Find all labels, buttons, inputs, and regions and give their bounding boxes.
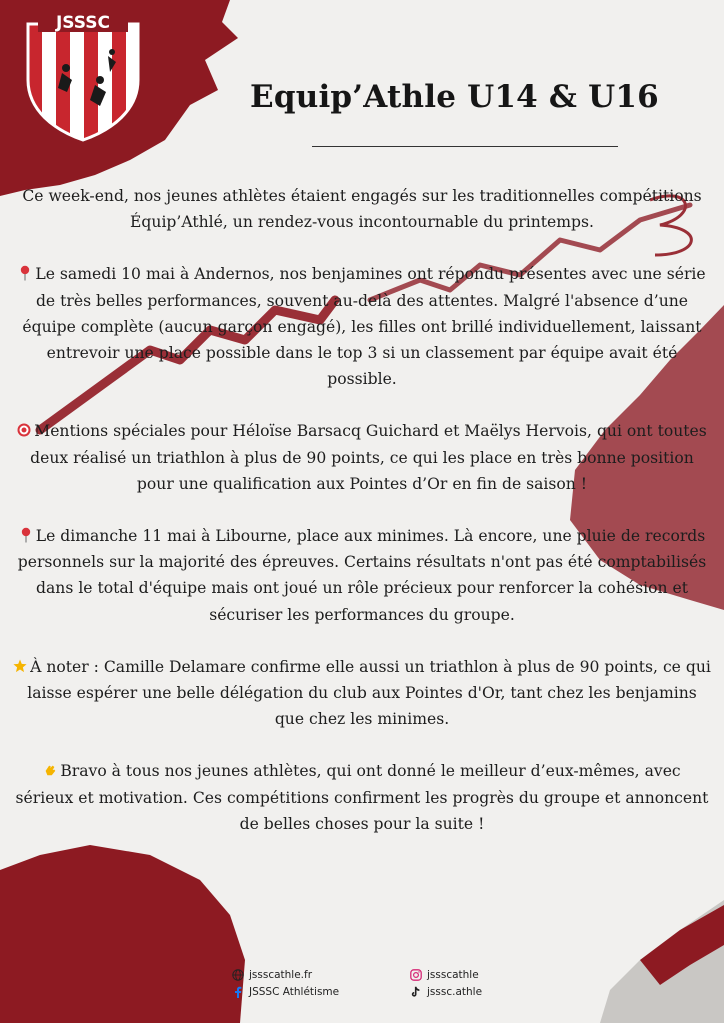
- article-body: [12, 183, 712, 863]
- instagram-icon: [410, 969, 422, 981]
- mentions-text: Mentions spéciales pour Héloïse Barsacq Guichard et Maëlys Hervois, qui ont toutes deux réalisé un triathlon à plus de 90 points, ce qui les place en très bonne position pour une qualification aux Pointes d’Or en fin de saison !: [30, 422, 707, 493]
- pin-icon: [18, 265, 32, 281]
- note-text: À noter : Camille Delamare confirme elle aussi un triathlon à plus de 90 points, ce qui laisse espérer une belle délégation du club aux Pointes d'Or, tant chez les benjamins que chez les minimes.: [27, 657, 711, 729]
- website-text: jssscathle.fr: [249, 968, 313, 981]
- club-logo-shield: [22, 10, 144, 142]
- tiktok-link[interactable]: [410, 983, 482, 1000]
- bravo-paragraph: [12, 758, 712, 837]
- mentions-paragraph: [12, 418, 712, 497]
- tiktok-icon: [410, 986, 422, 998]
- footer-right: [410, 966, 482, 1000]
- instagram-link[interactable]: [410, 966, 482, 983]
- logo-text: JSSSC: [55, 13, 111, 33]
- facebook-text: JSSSC Athlétisme: [249, 985, 340, 998]
- intro-paragraph: [12, 183, 712, 235]
- footer-left: [232, 966, 339, 1000]
- website-link[interactable]: [232, 966, 339, 983]
- tiktok-text: jsssc.athle: [427, 985, 483, 998]
- sunday-paragraph: [12, 523, 712, 628]
- sunday-text: Le dimanche 11 mai à Libourne, place aux minimes. Là encore, une pluie de records personnels sur la majorité des épreuves. Certains résultats n'ont pas été comptabilisés dans le total d'équipe mais ont joué un rôle précieux pour renforcer la cohésion et sécuriser les performances du groupe.: [17, 527, 707, 624]
- saturday-text: Le samedi 10 mai à Andernos, nos benjamines ont répondu présentes avec une série de très belles performances, souvent au-delà des attentes. Malgré l'absence d’une équipe complète (aucun garçon engagé), les filles ont brillé individuellement, laissant entrevoir une place possible dans le top 3 si un classement par équipe avait été possible.: [22, 265, 706, 389]
- title-divider: [312, 146, 618, 147]
- page-title: Equip’Athle U14 & U16: [250, 78, 659, 115]
- target-icon: [17, 422, 31, 438]
- globe-icon: [232, 969, 244, 981]
- saturday-paragraph: [12, 261, 712, 392]
- instagram-text: jssscathle: [427, 968, 479, 981]
- note-paragraph: [12, 654, 712, 733]
- clapping-hands-icon: [43, 762, 57, 778]
- bravo-text: Bravo à tous nos jeunes athlètes, qui ont donné le meilleur d’eux-mêmes, avec sérieux et motivation. Ces compétitions confirment les progrès du groupe et annoncent de belles choses pour la suite !: [15, 762, 709, 833]
- pin-icon: [19, 527, 33, 543]
- facebook-icon: [232, 986, 244, 998]
- facebook-link[interactable]: [232, 983, 339, 1000]
- intro-text: Ce week-end, nos jeunes athlètes étaient engagés sur les traditionnelles compétitions Équip’Athlé, un rendez-vous incontournable du printemps.: [22, 187, 702, 232]
- glowing-star-icon: [13, 658, 27, 674]
